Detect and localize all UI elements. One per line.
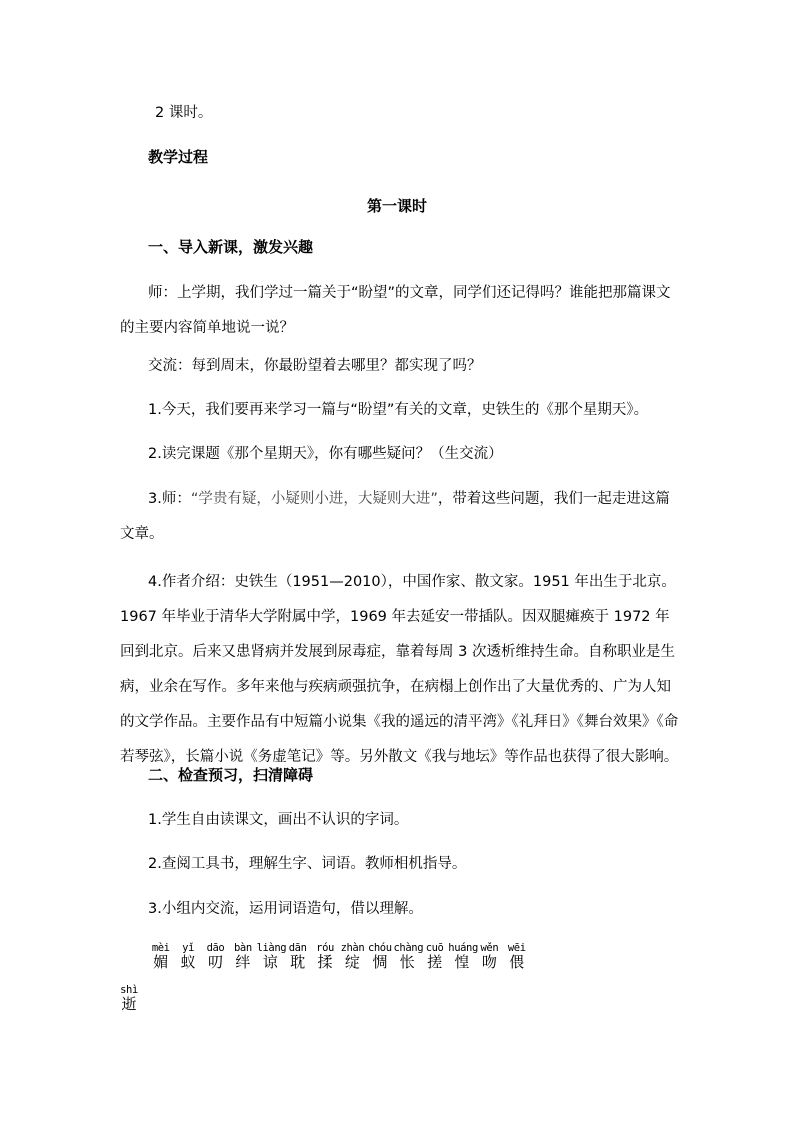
lesson-title: 第一课时 bbox=[366, 197, 427, 215]
hanzi-text: 惶 bbox=[454, 953, 470, 971]
step-3-suffix: ，带着这些问题，我们一起走进这篇文章。 bbox=[120, 491, 670, 542]
paragraph-author-intro: 4.作者介绍：史铁生（1951—2010），中国作家、散文家。1951 年出生于北京。1967 年毕业于清华大学附属中学，1969 年去延安一带插队。因双腿瘫痪于 1972 年回到北京。后来又患肾病并发展到尿毒症，靠着每周 3 次透析维持生命。自称职业是生病，业余在写作。多年来他与疾病顽强抗争，在病榻上创作出了大量优秀的、广为人知的文学作品。主要作品有中短篇小说集《我的遥远的清平湾》《礼拜日》《舞台效果》《命若琴弦》，长篇小说《务虚笔记》等。另外散文《我与地坛》等作品也获得了很大影响。 bbox=[120, 574, 679, 765]
preview-step-3: 3.小组内交流，运用词语造句，借以理解。 bbox=[148, 901, 423, 917]
pinyin-character-last bbox=[117, 984, 141, 1012]
hanzi-text: 叨 bbox=[207, 953, 223, 971]
pinyin-character bbox=[147, 942, 174, 982]
pinyin-text: yǐ bbox=[182, 942, 194, 954]
pinyin-character bbox=[366, 942, 393, 982]
paragraph-step-1: 1.今天，我们要再来学习一篇与“盼望”有关的文章，史铁生的《那个星期天》。 bbox=[148, 402, 649, 418]
pinyin-text: chóu bbox=[367, 942, 392, 954]
pinyin-character bbox=[448, 942, 478, 982]
lesson-duration: 2 课时。 bbox=[155, 105, 213, 121]
hanzi-text: 绊 bbox=[235, 953, 251, 971]
pinyin-text: róu bbox=[316, 942, 334, 954]
pinyin-text: dān bbox=[288, 942, 307, 954]
hanzi-text: 吻 bbox=[481, 953, 497, 971]
pinyin-character bbox=[202, 942, 229, 982]
hanzi-text: 偎 bbox=[509, 953, 525, 971]
pinyin-character bbox=[393, 942, 424, 982]
pinyin-text: wēi bbox=[507, 942, 526, 954]
section-2-heading: 二、检查预习，扫清障碍 bbox=[148, 766, 314, 784]
pinyin-character bbox=[174, 942, 201, 982]
hanzi-text: 怅 bbox=[399, 953, 415, 971]
hanzi-text: 揉 bbox=[317, 953, 333, 971]
paragraph-teacher-question: 师：上学期，我们学过一篇关于“盼望”的文章，同学们还记得吗？谁能把那篇课文的主要内容简单地说一说？ bbox=[120, 285, 671, 336]
pinyin-character-row bbox=[147, 942, 530, 982]
pinyin-character bbox=[339, 942, 366, 982]
hanzi-text: 谅 bbox=[262, 953, 278, 971]
pinyin-text: liàng bbox=[256, 942, 287, 954]
teaching-process-heading: 教学过程 bbox=[148, 148, 209, 166]
pinyin-character bbox=[421, 942, 448, 982]
pinyin-text: chàng bbox=[393, 942, 424, 954]
paragraph-step-3 bbox=[120, 482, 680, 552]
hanzi-text: 逝 bbox=[121, 995, 137, 1013]
pinyin-text: mèi bbox=[151, 942, 170, 954]
pinyin-character bbox=[311, 942, 338, 982]
hanzi-text: 搓 bbox=[427, 953, 443, 971]
pinyin-text: bàn bbox=[233, 942, 252, 954]
pinyin-character bbox=[284, 942, 311, 982]
step-3-prefix: 3.师： bbox=[148, 491, 191, 507]
hanzi-text: 绽 bbox=[344, 953, 360, 971]
hanzi-text: 媚 bbox=[153, 953, 169, 971]
hanzi-text: 耽 bbox=[290, 953, 306, 971]
hanzi-text: 蚁 bbox=[180, 953, 196, 971]
pinyin-text: dāo bbox=[206, 942, 225, 954]
paragraph-exchange: 交流：每到周末，你最盼望着去哪里？都实现了吗？ bbox=[148, 358, 482, 374]
preview-step-1: 1.学生自由读课文，画出不认识的字词。 bbox=[148, 812, 409, 828]
pinyin-character bbox=[229, 942, 256, 982]
pinyin-character bbox=[476, 942, 503, 982]
preview-step-2: 2.查阅工具书，理解生字、词语。教师相机指导。 bbox=[148, 856, 467, 872]
pinyin-text: cuō bbox=[425, 942, 444, 954]
pinyin-text: zhàn bbox=[340, 942, 365, 954]
paragraph-step-2: 2.读完课题《那个星期天》，你有哪些疑问？（生交流） bbox=[148, 446, 503, 462]
section-1-heading: 一、导入新课，激发兴趣 bbox=[148, 238, 314, 256]
hanzi-text: 惆 bbox=[372, 953, 388, 971]
pinyin-text: shì bbox=[120, 984, 138, 996]
pinyin-character bbox=[256, 942, 287, 982]
pinyin-text: huáng bbox=[448, 942, 478, 954]
pinyin-text: wěn bbox=[480, 942, 499, 954]
pinyin-character bbox=[503, 942, 530, 982]
step-3-quote: “学贵有疑，小疑则小进，大疑则大进” bbox=[190, 491, 438, 507]
